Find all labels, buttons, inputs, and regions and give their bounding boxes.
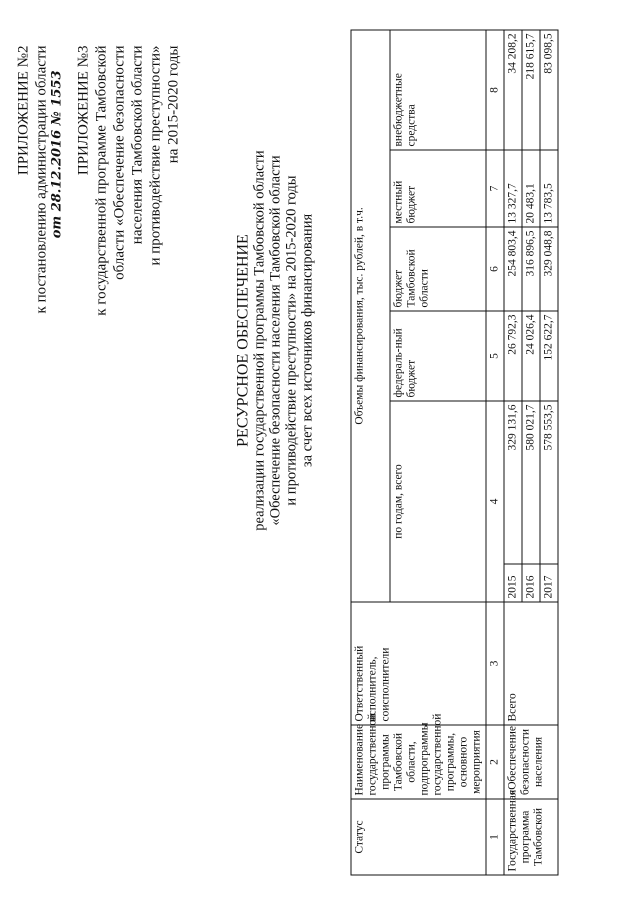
column-number-row [486, 29, 504, 874]
col-number: 8 [486, 29, 504, 149]
executor-cell: Всего [504, 602, 558, 725]
col-number: 6 [486, 227, 504, 311]
col-number: 5 [486, 311, 504, 401]
local-cell: 13 327,7 [504, 150, 522, 227]
extra-cell: 83 098,5 [540, 29, 558, 149]
appendix2-title: ПРИЛОЖЕНИЕ №2 [15, 45, 31, 175]
appendix3-line: населения Тамбовской области [129, 45, 145, 244]
col-number: 1 [486, 799, 504, 875]
header-federal: федераль-ный бюджет [390, 311, 486, 401]
header-extra: внебюджетные средства [390, 29, 486, 149]
title-main: РЕСУРСНОЕ ОБЕСПЕЧЕНИЕ [234, 233, 251, 447]
extra-cell: 34 208,2 [504, 29, 522, 149]
handwritten-date-number: от 28.12.2016 № 1553 [49, 70, 64, 238]
program-name-cell: «Обеспечение безопасности населения [504, 725, 558, 799]
year-cell: 2017 [540, 564, 558, 602]
header-executor: Ответственный исполнитель, соисполнители [351, 602, 486, 725]
title-line: и противодействие преступности» на 2015-2020 годы [283, 174, 299, 506]
year-cell: 2015 [504, 564, 522, 602]
federal-cell: 26 792,3 [504, 311, 522, 401]
local-cell: 13 783,5 [540, 150, 558, 227]
regional-cell: 329 048,8 [540, 227, 558, 311]
header-by-years: по годам, всего [390, 401, 486, 602]
appendix3-line: к государственной программе Тамбовской [93, 45, 109, 316]
header-regional: бюджет Тамбовской области [390, 227, 486, 311]
regional-cell: 316 896,5 [522, 227, 540, 311]
federal-cell: 24 026,4 [522, 311, 540, 401]
appendix3-line: на 2015-2020 годы [165, 45, 181, 163]
total-cell: 578 553,5 [540, 401, 558, 564]
header-local: местный бюджет [390, 150, 486, 227]
header-name: Наименование государственной программы Тамбовской области, подпрограммы государственной программы, основного мероприятия [351, 725, 486, 799]
appendix3-title: ПРИЛОЖЕНИЕ №3 [75, 45, 91, 175]
col-number: 7 [486, 150, 504, 227]
title-line: «Обеспечение безопасности населения Тамбовской области [267, 154, 283, 526]
regional-cell: 254 803,4 [504, 227, 522, 311]
title-line: реализации государственной программы Тамбовской области [251, 149, 267, 531]
header-funding: Объемы финансирования, тыс. рублей, в т.ч. [351, 29, 390, 601]
appendix3-line: области «Обеспечение безопасности [111, 45, 127, 280]
resource-table [350, 29, 558, 875]
document-title [235, 125, 315, 555]
col-number: 2 [486, 725, 504, 799]
table-header-row [351, 29, 390, 874]
col-number: 3 [486, 602, 504, 725]
total-cell: 329 131,6 [504, 401, 522, 564]
federal-cell: 152 622,7 [540, 311, 558, 401]
local-cell: 20 483,1 [522, 150, 540, 227]
extra-cell: 218 615,7 [522, 29, 540, 149]
title-line: за счет всех источников финансирования [299, 213, 315, 467]
appendix-header [14, 45, 182, 345]
table-row [504, 29, 522, 874]
year-cell: 2016 [522, 564, 540, 602]
appendix3-line: и противодействие преступности» [147, 45, 163, 266]
appendix2-line: к постановлению администрации области [33, 45, 49, 313]
col-number: 4 [486, 401, 504, 602]
total-cell: 580 021,7 [522, 401, 540, 564]
header-status: Статус [351, 799, 486, 875]
status-cell: Государственная программа Тамбовской [504, 799, 558, 875]
